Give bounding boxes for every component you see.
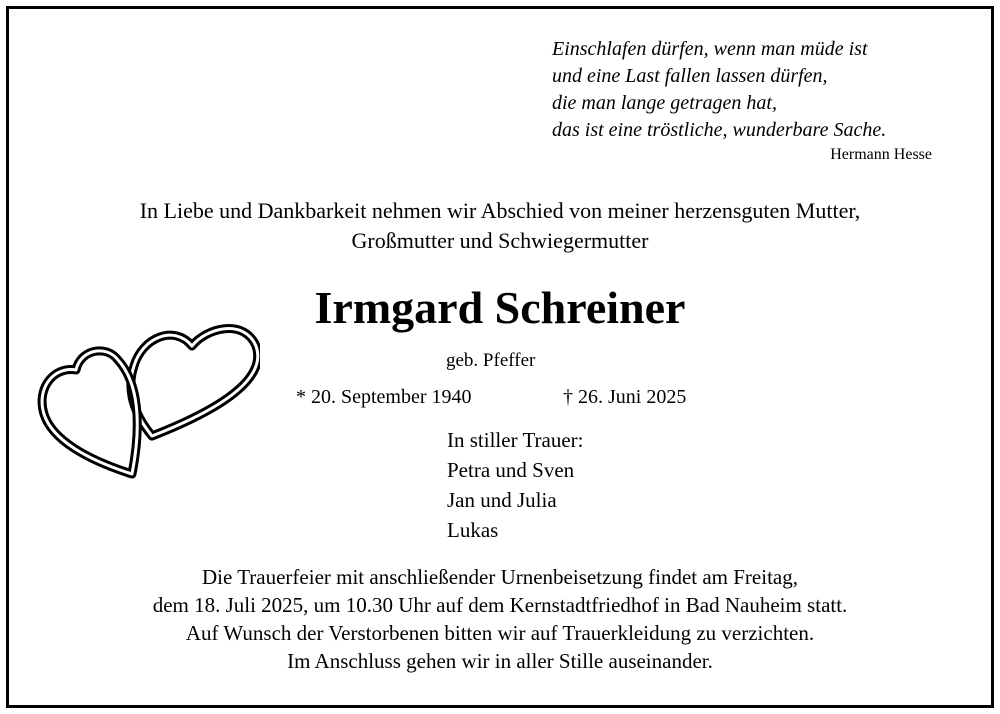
quote-author: Hermann Hesse [830, 146, 932, 163]
intro-text [0, 196, 1000, 256]
left-heart-icon [42, 351, 137, 474]
birth-date: * 20. September 1940 [296, 386, 472, 408]
quote-line: Einschlafen dürfen, wenn man müde ist [552, 38, 868, 60]
maiden-name: geb. Pfeffer [446, 350, 536, 371]
death-date: † 26. Juni 2025 [563, 386, 687, 408]
quote-line: die man lange getragen hat, [552, 92, 777, 114]
deceased-name: Irmgard Schreiner [314, 282, 686, 333]
mourner-name: Petra und Sven [447, 458, 575, 482]
mourners-heading: In stiller Trauer: [447, 428, 584, 452]
service-details [0, 563, 1000, 675]
service-line: Im Anschluss gehen wir in aller Stille auseinander. [287, 649, 713, 673]
quote-line: das ist eine tröstliche, wunderbare Sache. [552, 119, 887, 141]
mourner-name: Jan und Julia [447, 488, 557, 512]
service-line: dem 18. Juli 2025, um 10.30 Uhr auf dem Kernstadtfriedhof in Bad Nauheim statt. [152, 593, 848, 617]
intro-line: Großmutter und Schwiegermutter [351, 228, 649, 253]
service-line: Auf Wunsch der Verstorbenen bitten wir auf Trauerkleidung zu verzichten. [185, 621, 815, 645]
service-line: Die Trauerfeier mit anschließender Urnenbeisetzung findet am Freitag, [202, 565, 798, 589]
mourners-list [447, 425, 584, 545]
quote-line: und eine Last fallen lassen dürfen, [552, 65, 828, 87]
two-hearts-icon [34, 318, 260, 480]
mourner-name: Lukas [447, 518, 499, 542]
quote-block [552, 36, 952, 144]
intro-line: In Liebe und Dankbarkeit nehmen wir Abschied von meiner herzensguten Mutter, [139, 198, 861, 223]
